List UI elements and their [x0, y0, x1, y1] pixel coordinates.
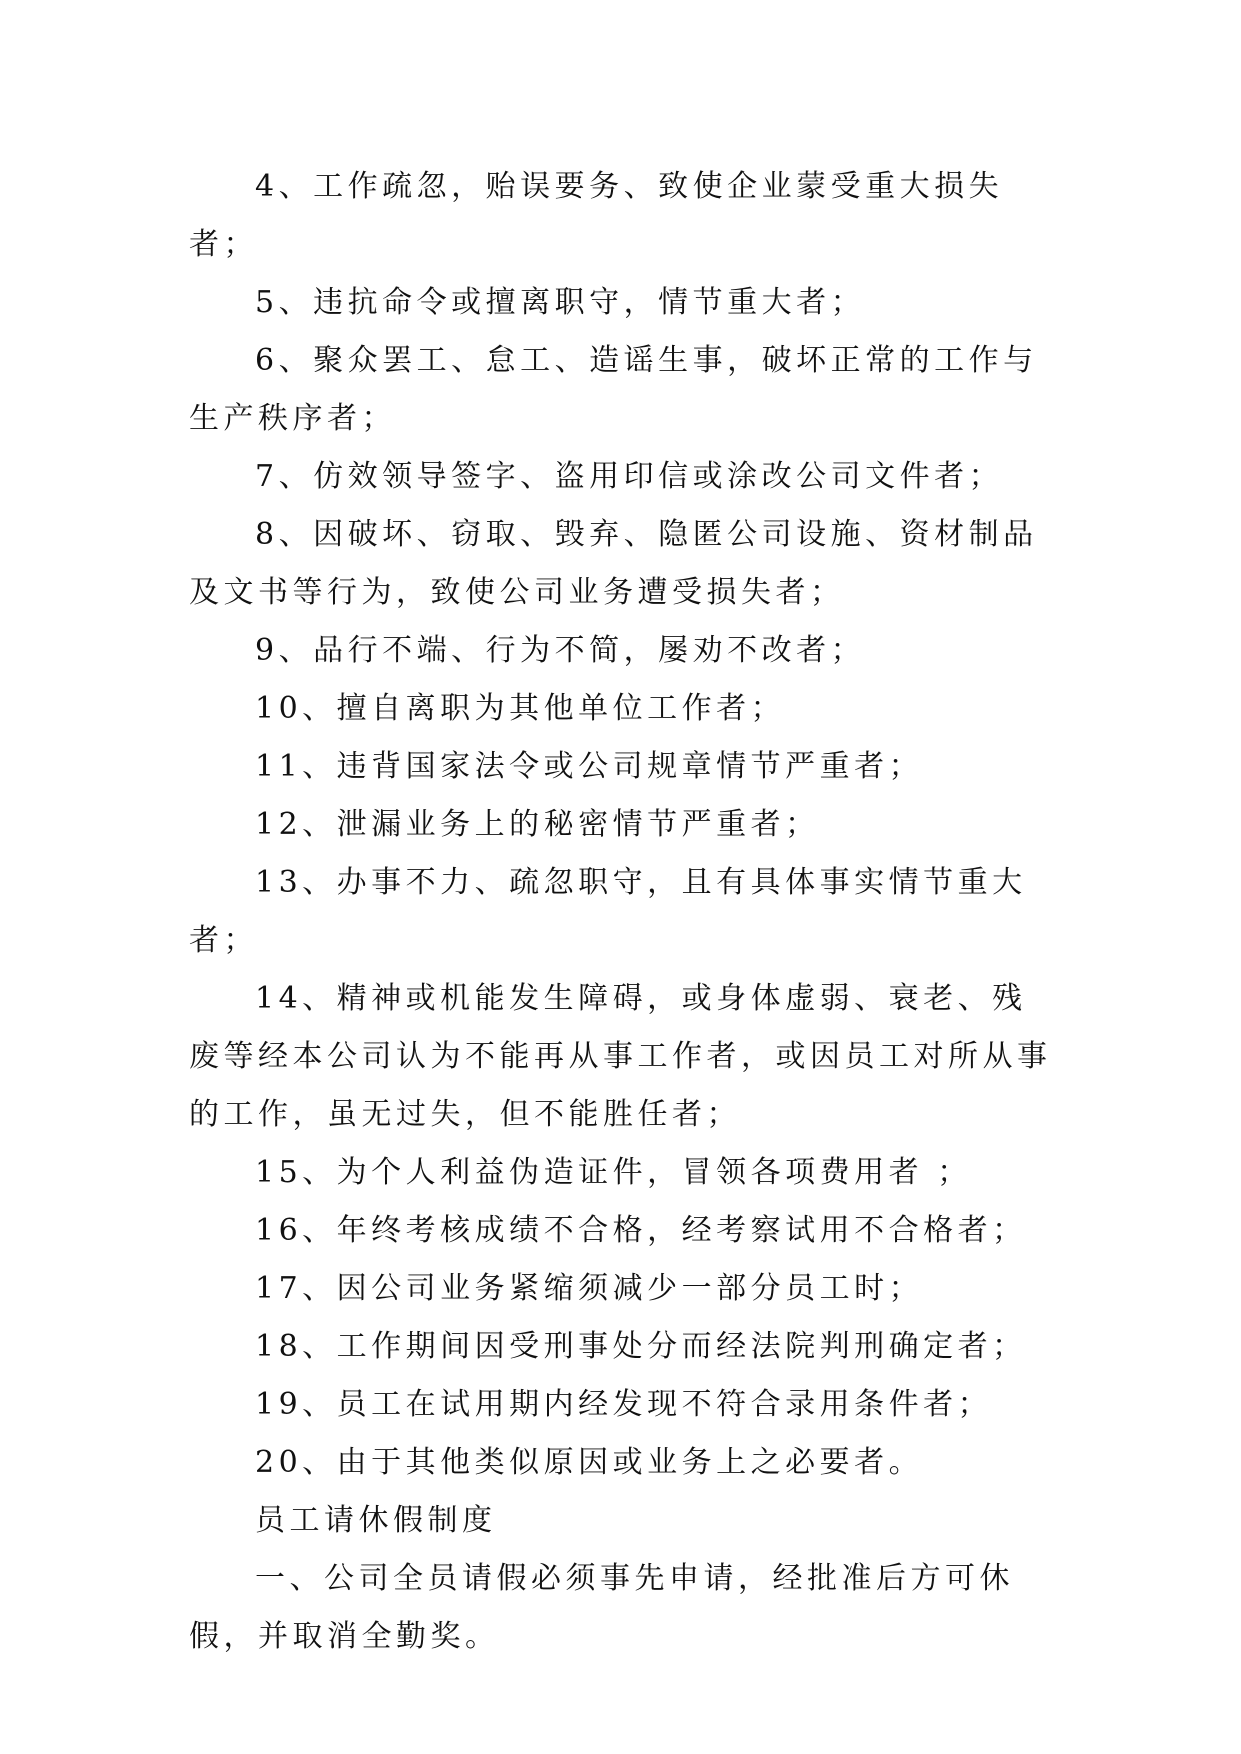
- paragraph-item-13: 13、办事不力、疏忽职守，且有具体事实情节重大者；: [189, 865, 1027, 958]
- paragraph-item-12: 12、泄漏业务上的秘密情节严重者；: [255, 807, 820, 842]
- paragraph-item-10: 10、擅自离职为其他单位工作者；: [255, 691, 786, 726]
- paragraph-item-20: 20、由于其他类似原因或业务上之必要者。: [255, 1445, 924, 1480]
- paragraph-item-8: 8、因破坏、窃取、毁弃、隐匿公司设施、资材制品及文书等行为，致使公司业务遭受损失者；: [189, 517, 1038, 610]
- paragraph-item-7: 7、仿效领导签字、盗用印信或涂改公司文件者；: [255, 459, 1004, 494]
- paragraph-item-14: 14、精神或机能发生障碍，或身体虚弱、衰老、残废等经本公司认为不能再从事工作者，或因员工对所从事的工作，虽无过失，但不能胜任者；: [189, 981, 1052, 1132]
- paragraph-item-15: 15、为个人利益伪造证件，冒领各项费用者 ；: [255, 1155, 972, 1190]
- document-body: [189, 158, 1059, 1666]
- paragraph-item-16: 16、年终考核成绩不合格，经考察试用不合格者；: [255, 1213, 1027, 1248]
- section-heading: 员工请休假制度: [255, 1503, 497, 1538]
- paragraph-item-17: 17、因公司业务紧缩须减少一部分员工时；: [255, 1271, 924, 1306]
- paragraph-item-4: 4、工作疏忽，贻误要务、致使企业蒙受重大损失者；: [189, 169, 1004, 262]
- paragraph-leave-rule-1: 一、公司全员请假必须事先申请，经批准后方可休假，并取消全勤奖。: [189, 1561, 1014, 1654]
- paragraph-item-18: 18、工作期间因受刑事处分而经法院判刑确定者；: [255, 1329, 1027, 1364]
- paragraph-item-5: 5、违抗命令或擅离职守，情节重大者；: [255, 285, 866, 320]
- paragraph-item-6: 6、聚众罢工、怠工、造谣生事，破坏正常的工作与生产秩序者；: [189, 343, 1038, 436]
- paragraph-item-9: 9、品行不端、行为不简，屡劝不改者；: [255, 633, 866, 668]
- paragraph-item-19: 19、员工在试用期内经发现不符合录用条件者；: [255, 1387, 993, 1422]
- paragraph-item-11: 11、违背国家法令或公司规章情节严重者；: [255, 749, 924, 784]
